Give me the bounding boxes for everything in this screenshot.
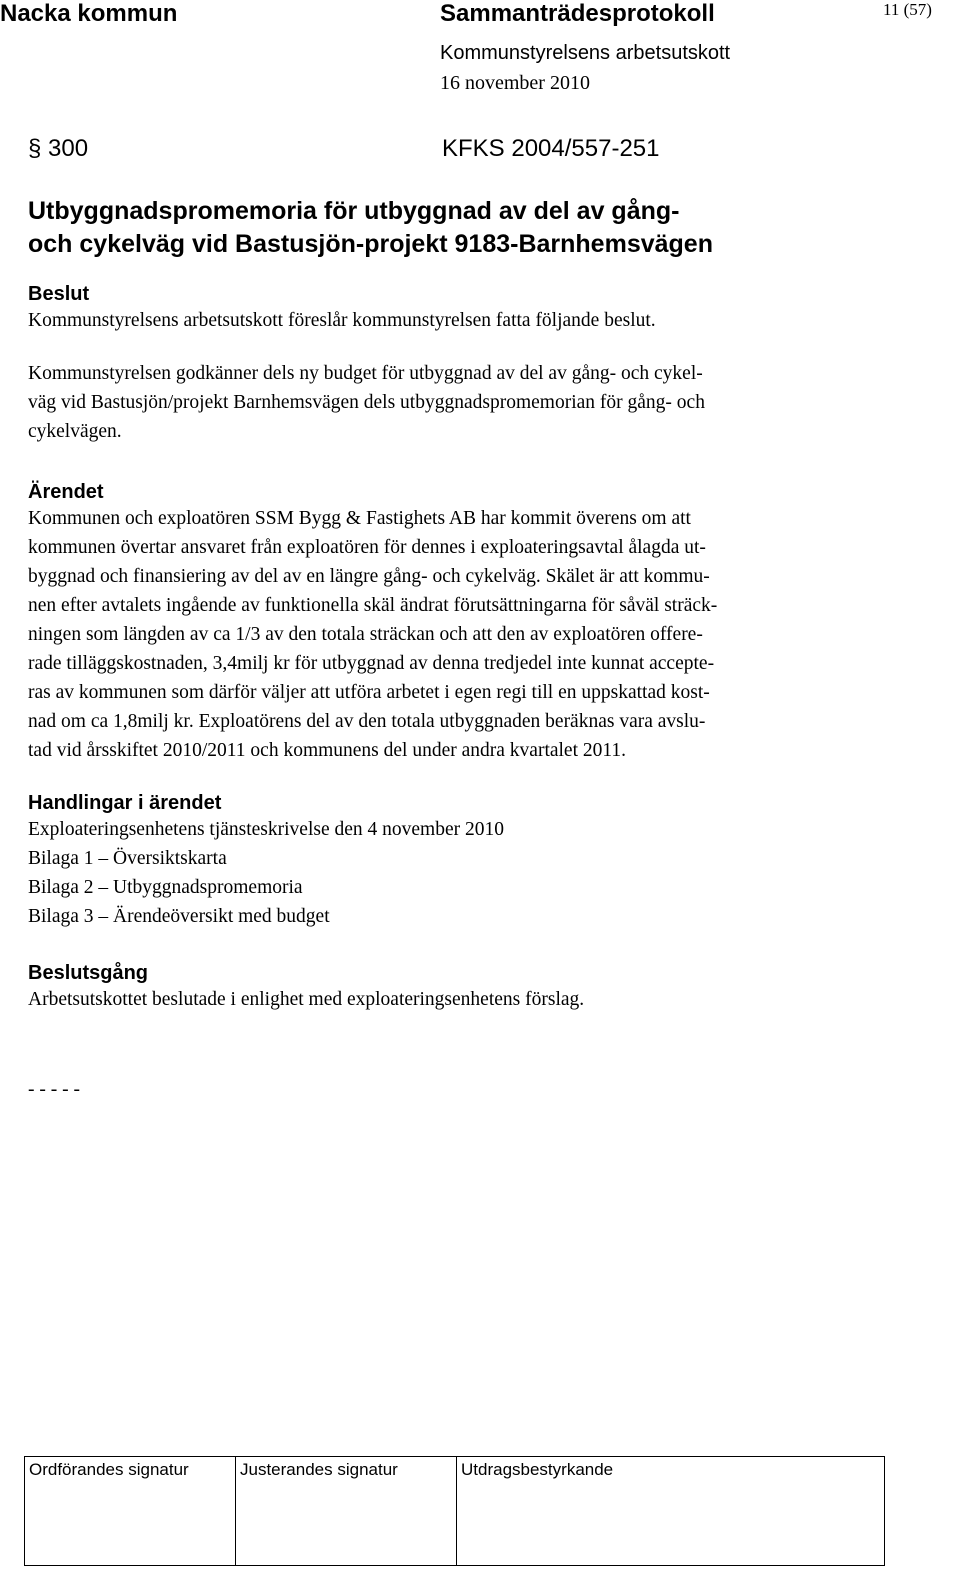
committee-name: Kommunstyrelsens arbetsutskott <box>440 42 731 64</box>
page-number: 11 (57) <box>883 0 932 19</box>
arendet-section <box>28 481 928 765</box>
decision-line: cykelvägen. <box>28 421 122 442</box>
paragraph-number: § 300 <box>28 135 89 162</box>
case-title-line: och cykelväg vid Bastusjön-projekt 9183-Barnhemsvägen <box>28 230 713 258</box>
arendet-heading: Ärendet <box>28 481 104 503</box>
adjuster-signature-field <box>236 1457 457 1566</box>
case-reference: KFKS 2004/557-251 <box>442 135 660 162</box>
arendet-line: nen efter avtalets ingående av funktionella skäl ändrat förutsättningarna för såväl sträck- <box>28 595 718 616</box>
arendet-line: byggnad och finansiering av del av en längre gång- och cykelväg. Skälet är att kommu- <box>28 566 710 587</box>
document-item: Bilaga 3 – Ärendeöversikt med budget <box>28 906 330 927</box>
case-title <box>28 195 928 261</box>
decision-line: Kommunstyrelsen godkänner dels ny budget för utbyggnad av del av gång- och cykel- <box>28 363 703 384</box>
arendet-text <box>28 504 928 765</box>
arendet-line: tad vid årsskiftet 2010/2011 och kommunens del under andra kvartalet 2011. <box>28 740 627 761</box>
beslut-heading: Beslut <box>28 283 90 305</box>
document-item: Bilaga 1 – Översiktskarta <box>28 848 227 869</box>
adjuster-signature-label: Justerandes signatur <box>240 1460 398 1479</box>
decision-line: väg vid Bastusjön/projekt Barnhemsvägen dels utbyggnadspromemorian för gång- och <box>28 392 705 413</box>
case-title-line: Utbyggnadspromemoria för utbyggnad av del av gång- <box>28 197 680 225</box>
certified-field <box>457 1457 885 1566</box>
arendet-line: kommunen övertar ansvaret från exploatören för dennes i exploateringsavtal ålagda ut- <box>28 537 706 558</box>
handlingar-list <box>28 815 928 931</box>
arendet-line: Kommunen och exploatören SSM Bygg & Fastighets AB har kommit överens om att <box>28 508 691 529</box>
handlingar-section <box>28 792 928 931</box>
chair-signature-field <box>25 1457 236 1566</box>
beslutsgang-section <box>28 962 928 1014</box>
section-separator: - - - - - <box>28 1079 80 1100</box>
document-item: Bilaga 2 – Utbyggnadspromemoria <box>28 877 303 898</box>
meeting-date: 16 november 2010 <box>440 72 590 94</box>
chair-signature-label: Ordförandes signatur <box>29 1460 189 1479</box>
arendet-line: rade tilläggskostnaden, 3,4milj kr för utbyggnad av denna tredjedel inte kunnat accepte- <box>28 653 715 674</box>
municipality-name: Nacka kommun <box>0 0 178 27</box>
beslut-decision <box>28 359 928 446</box>
beslut-section <box>28 283 928 446</box>
arendet-line: ningen som längden av ca 1/3 av den totala sträckan och att den av exploatören offere- <box>28 624 703 645</box>
signature-table <box>24 1456 885 1566</box>
arendet-line: nad om ca 1,8milj kr. Exploatörens del av den totala utbyggnaden beräknas vara avslu- <box>28 711 706 732</box>
certified-label: Utdragsbestyrkande <box>461 1460 614 1479</box>
document-item: Exploateringsenhetens tjänsteskrivelse den 4 november 2010 <box>28 819 504 840</box>
beslutsgang-heading: Beslutsgång <box>28 962 149 984</box>
arendet-line: ras av kommunen som därför väljer att utföra arbetet i egen regi till en uppskattad kost- <box>28 682 710 703</box>
handlingar-heading: Handlingar i ärendet <box>28 792 222 814</box>
document-type: Sammanträdesprotokoll <box>440 0 715 27</box>
beslut-intro: Kommunstyrelsens arbetsutskott föreslår kommunstyrelsen fatta följande beslut. <box>28 310 656 331</box>
beslutsgang-text: Arbetsutskottet beslutade i enlighet med exploateringsenhetens förslag. <box>28 989 585 1010</box>
